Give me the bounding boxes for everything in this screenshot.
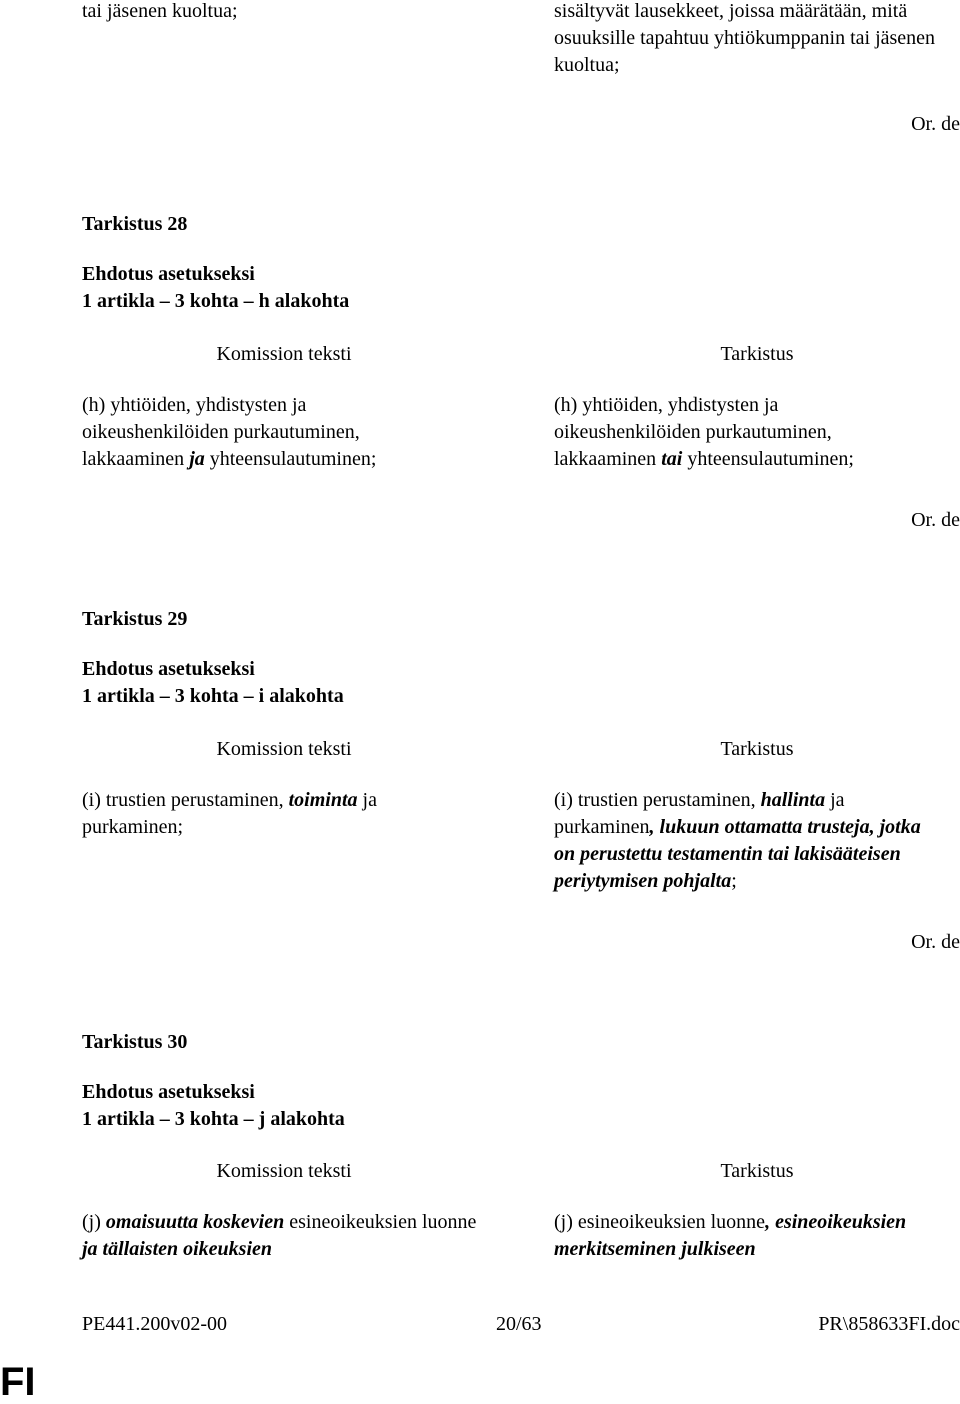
amendment-30-amendment-text [554,1209,960,1263]
amendment-30-amendment-paragraph [554,1209,960,1263]
amendment-29-commission-heading: Komission teksti [216,738,352,760]
amendment-29-amendment-text [554,787,939,895]
amendment-28-amendment-text [554,392,894,473]
amendment-30-commission-paragraph [82,1209,482,1263]
text-segment: esineoikeuksien luonne [284,1211,482,1233]
amendment-29-amendment-heading: Tarkistus [720,738,794,760]
amendment-29-proposal: Ehdotus asetukseksi [82,658,255,680]
amendment-28-amendment-heading: Tarkistus [720,343,794,365]
changed-text-segment: , esineoikeuksien merkitseminen julkiseen [554,1211,912,1260]
changed-text-segment: ja [189,448,205,470]
amendment-29-commission-text [82,787,432,841]
text-segment: (i) trustien perustaminen, [554,789,761,811]
top-amendment-text [554,0,960,79]
language-code: FI [0,1360,36,1404]
footer-doc-ref: PE441.200v02-00 [82,1313,227,1335]
amendment-28-proposal: Ehdotus asetukseksi [82,263,255,285]
amendment-29-commission-paragraph [82,787,432,841]
text-segment: (j) [82,1211,106,1233]
amendment-28-amendment-paragraph [554,392,894,473]
amendment-30-heading: Tarkistus 30 [82,1031,188,1053]
text-segment: yhteensulautuminen; [204,448,377,470]
text-segment: yhteensulautuminen; [682,448,854,470]
amendment-30-reference: 1 artikla – 3 kohta – j alakohta [82,1108,345,1130]
amendment-28-heading: Tarkistus 28 [82,213,188,235]
top-right-paragraph: sisältyvät lausekkeet, joissa määrätään, mitä osuuksille tapahtuu yhtiökumppanin tai jäsenen kuoltua; [554,0,936,76]
footer-file-name: PR\858633FI.doc [818,1313,960,1335]
text-segment: (h) yhtiöiden, yhdistysten ja oikeushenkilöiden purkautuminen, lakkaaminen [82,394,365,470]
amendment-30-proposal: Ehdotus asetukseksi [82,1081,255,1103]
text-segment: ; [731,870,737,892]
text-segment: (i) trustien perustaminen, [82,789,289,811]
amendment-28-commission-heading: Komission teksti [216,343,352,365]
footer-page-number: 20/63 [496,1313,542,1335]
changed-text-segment: omaisuutta koskevien [105,1211,285,1233]
top-left-paragraph: tai jäsenen kuoltua; [82,0,238,22]
top-commission-text [82,0,502,25]
changed-text-segment: ja tällaisten oikeuksien [82,1238,273,1260]
amendment-28-reference: 1 artikla – 3 kohta – h alakohta [82,290,350,312]
amendment-28-commission-paragraph [82,392,422,473]
changed-text-segment: hallinta [760,789,826,811]
text-segment: ja purkaminen [554,789,850,838]
original-language-29: Or. de [911,931,960,953]
amendment-29-amendment-paragraph [554,787,939,895]
amendment-30-amendment-heading: Tarkistus [720,1160,794,1182]
text-segment: ja purkaminen; [82,789,382,838]
text-segment: (h) yhtiöiden, yhdistysten ja oikeushenkilöiden purkautuminen, lakkaaminen [554,394,837,470]
changed-text-segment: toiminta [288,789,358,811]
original-language-top: Or. de [911,113,960,135]
original-language-28: Or. de [911,509,960,531]
amendment-30-commission-text [82,1209,482,1263]
changed-text-segment: tai [661,448,683,470]
text-segment: (j) esineoikeuksien luonne [554,1211,766,1233]
amendment-30-commission-heading: Komission teksti [216,1160,352,1182]
amendment-29-reference: 1 artikla – 3 kohta – i alakohta [82,685,344,707]
amendment-29-heading: Tarkistus 29 [82,608,188,630]
changed-text-segment: , lukuun ottamatta trusteja, jotka on perustettu testamentin tai lakisääteisen periytymisen pohjalta [554,816,926,892]
amendment-28-commission-text [82,392,422,473]
